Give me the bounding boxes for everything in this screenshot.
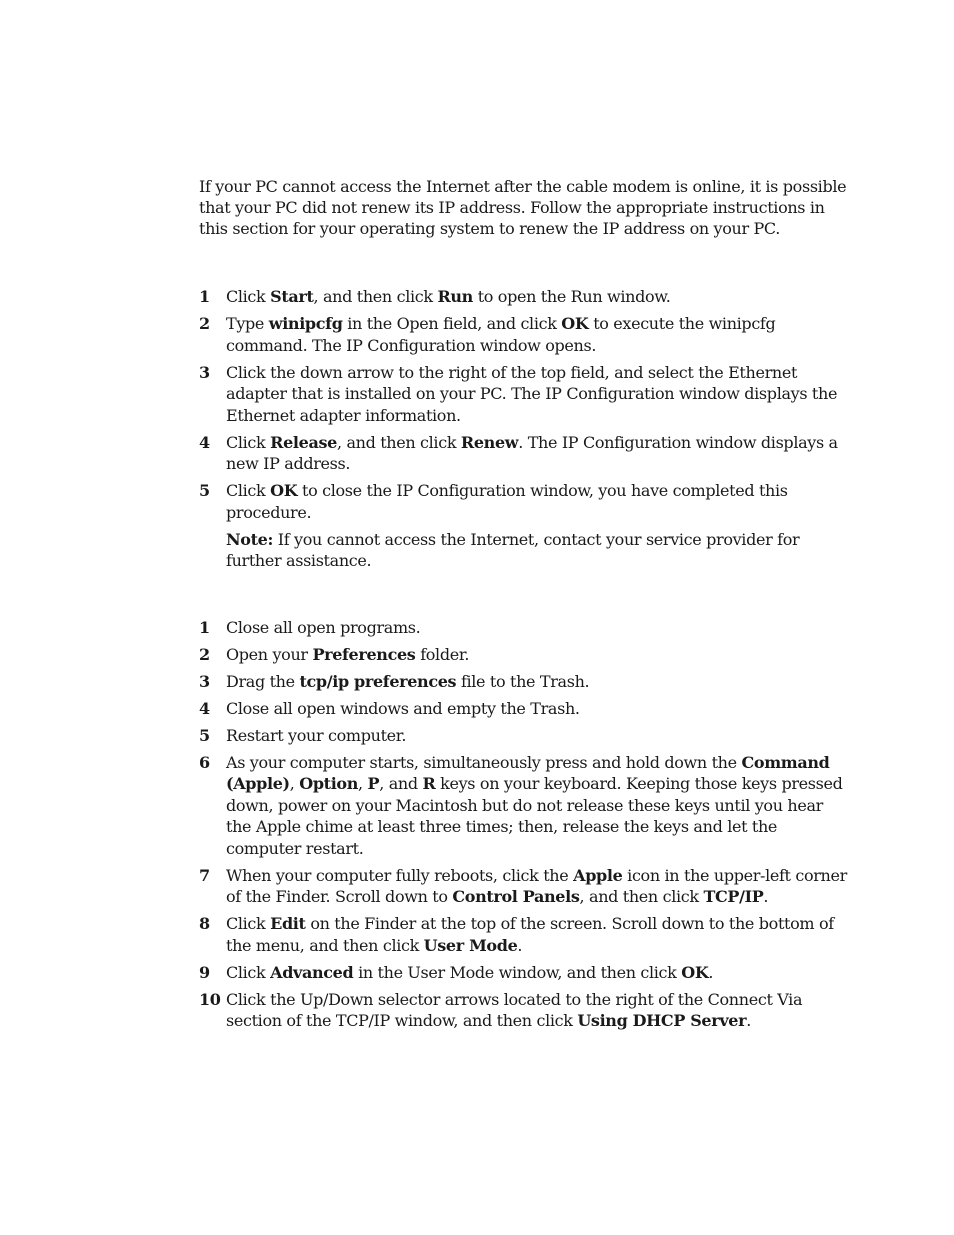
step-number: 10 (199, 989, 221, 1009)
step-text: Click (226, 432, 271, 452)
step-text: on the Finder at the top of the screen. Scroll down to the bottom of the menu, and then click (226, 914, 834, 955)
step-item (199, 432, 849, 475)
step-text: , and then click (579, 887, 704, 906)
step-text: , (289, 774, 300, 793)
note-text: If you cannot access the Internet, contact your service provider for further assistance. (226, 529, 800, 570)
step-text: Click the Up/Down selector arrows located to the right of the Connect Via section of the TCP/IP window, and then click (226, 989, 803, 1030)
step-text: Click (226, 914, 271, 933)
step-number: 1 (199, 287, 210, 306)
step-item (199, 865, 849, 908)
step-emphasis: P (367, 774, 380, 793)
step-item (199, 644, 849, 666)
step-emphasis: Option (299, 774, 359, 793)
step-emphasis: Renew (460, 432, 519, 452)
step-text: Close all open programs. (226, 617, 421, 637)
note-label: Note: (226, 529, 274, 549)
step-text: Click (226, 287, 271, 306)
step-emphasis: Release (270, 432, 337, 452)
note-paragraph (199, 529, 849, 572)
step-text: Click the down arrow to the right of the top field, and select the Ethernet adapter that is installed on your PC. The IP Configuration window displays the Ethernet adapter information. (226, 362, 838, 425)
step-text: in the Open field, and click (342, 314, 562, 333)
step-text: , and then click (336, 432, 461, 452)
step-text: . The IP Configuration window displays a new IP address. (226, 432, 838, 473)
step-number: 3 (199, 671, 210, 691)
step-text: keys on your keyboard. Keeping those keys pressed down, power on your Macintosh but do not release these keys until you hear the Apple chime at least three times; then, release the keys and let the computer restart. (226, 774, 843, 858)
step-number: 1 (199, 617, 210, 637)
step-text: to execute the winipcfg command. The IP Configuration window opens. (226, 314, 776, 355)
step-number: 4 (199, 432, 210, 452)
windows-steps-list (199, 286, 849, 523)
step-emphasis: Preferences (312, 644, 416, 664)
step-emphasis: Command (Apple) (226, 752, 830, 793)
step-number: 9 (199, 962, 210, 982)
step-text: icon in the upper-left corner of the Finder. Scroll down to (226, 865, 847, 906)
step-emphasis: Control Panels (452, 887, 580, 906)
mac-steps-list (199, 617, 849, 1032)
step-emphasis: R (422, 774, 436, 793)
step-item (199, 313, 849, 356)
step-item (199, 362, 849, 427)
step-emphasis: OK (681, 962, 709, 982)
step-text: When your computer fully reboots, click the (226, 865, 574, 885)
step-emphasis: Start (270, 287, 314, 306)
step-number: 6 (199, 752, 210, 772)
step-text: As your computer starts, simultaneously press and hold down the (226, 752, 742, 772)
step-text: . (708, 962, 714, 982)
step-item (199, 286, 849, 308)
step-text: Close all open windows and empty the Trash. (226, 698, 580, 718)
step-text: in the User Mode window, and then click (353, 962, 682, 982)
step-item (199, 617, 849, 639)
step-item (199, 913, 849, 956)
step-item (199, 725, 849, 747)
step-text: , (358, 774, 368, 793)
step-emphasis: Edit (270, 914, 306, 933)
step-text: Click (226, 962, 271, 982)
step-emphasis: Advanced (270, 962, 354, 982)
step-text: . (517, 935, 523, 955)
step-emphasis: OK (561, 314, 589, 333)
step-text: Type (226, 314, 269, 333)
step-number: 4 (199, 698, 210, 718)
step-text: to close the IP Configuration window, you have completed this procedure. (226, 481, 788, 522)
step-number: 3 (199, 362, 210, 382)
step-text: Restart your computer. (226, 725, 407, 745)
step-item (199, 698, 849, 720)
step-emphasis: Apple (573, 865, 623, 885)
step-item (199, 480, 849, 523)
step-text: file to the Trash. (456, 671, 590, 691)
step-text: , and (379, 774, 423, 793)
step-number: 8 (199, 914, 210, 933)
step-number: 2 (199, 314, 210, 333)
step-emphasis: Run (437, 287, 473, 306)
step-number: 5 (199, 481, 210, 500)
step-emphasis: TCP/IP (703, 887, 764, 906)
step-number: 7 (199, 865, 210, 885)
step-text: Click (226, 481, 271, 500)
step-text: . (763, 887, 769, 906)
step-item (199, 962, 849, 984)
step-text: folder. (415, 644, 470, 664)
step-item (199, 989, 849, 1032)
step-text: Drag the (226, 671, 300, 691)
step-item (199, 671, 849, 693)
step-emphasis: OK (270, 481, 298, 500)
step-emphasis: tcp/ip preferences (299, 671, 457, 691)
step-number: 5 (199, 725, 210, 745)
page-content (199, 176, 849, 1037)
step-text: . (746, 1011, 751, 1030)
step-number: 2 (199, 644, 210, 664)
step-emphasis: Using DHCP Server (577, 1011, 747, 1030)
step-text: Open your (226, 644, 313, 664)
step-item (199, 752, 849, 860)
intro-paragraph: If your PC cannot access the Internet after the cable modem is online, it is possible that your PC did not renew its IP address. Follow the appropriate instructions in this section for your operating system to renew the IP address on your PC. (199, 177, 847, 238)
step-text: , and then click (313, 287, 438, 306)
step-text: to open the Run window. (472, 287, 671, 306)
step-emphasis: winipcfg (268, 314, 343, 333)
step-emphasis: User Mode (423, 935, 518, 955)
